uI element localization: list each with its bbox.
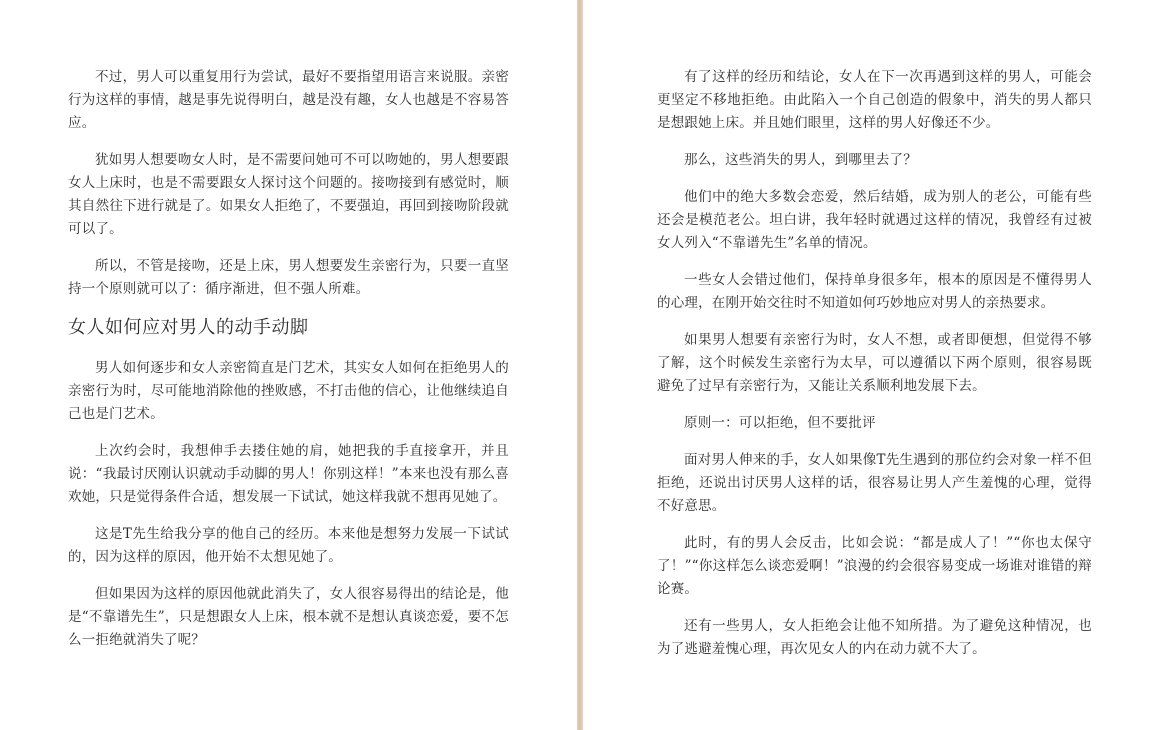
- section-heading: 女人如何应对男人的动手动脚: [68, 317, 309, 338]
- paragraph: 如果男人想要有亲密行为时，女人不想，或者即便想，但觉得不够了解，这个时候发生亲密行为太早，可以遵循以下两个原则，很容易既避免了过早有亲密行为，又能让关系顺利地发展下去。: [657, 332, 1092, 394]
- paragraph: 这是T先生给我分享的他自己的经历。本来他是想努力发展一下试试的，因为这样的原因，他开始不太想见她了。: [68, 526, 509, 565]
- paragraph: 那么，这些消失的男人，到哪里去了？: [684, 152, 917, 168]
- paragraph: 男人如何逐步和女人亲密简直是门艺术，其实女人如何在拒绝男人的亲密行为时，尽可能地消除他的挫败感，不打击他的信心，让他继续追自己也是门艺术。: [68, 360, 509, 422]
- paragraph: 不过，男人可以重复用行为尝试，最好不要指望用语言来说服。亲密行为这样的事情，越是事先说得明白，越是没有趣，女人也越是不容易答应。: [68, 69, 509, 131]
- paragraph: 所以，不管是接吻，还是上床，男人想要发生亲密行为，只要一直坚持一个原则就可以了：循序渐进，但不强人所难。: [68, 258, 509, 297]
- paragraph: 一些女人会错过他们，保持单身很多年，根本的原因是不懂得男人的心理，在刚开始交往时不知道如何巧妙地应对男人的亲热要求。: [657, 272, 1092, 311]
- paragraph: 有了这样的经历和结论，女人在下一次再遇到这样的男人，可能会更坚定不移地拒绝。由此陷入一个自己创造的假象中，消失的男人都只是想跟她上床。并且她们眼里，这样的男人好像还不少。: [657, 69, 1092, 131]
- paragraph: 还有一些男人，女人拒绝会让他不知所措。为了避免这种情况，也为了逃避羞愧心理，再次见女人的内在动力就不大了。: [657, 618, 1092, 657]
- paragraph: 他们中的绝大多数会恋爱，然后结婚，成为别人的老公，可能有些还会是模范老公。坦白讲，我年轻时就遇过这样的情况，我曾经有过被女人列入“不靠谱先生”名单的情况。: [657, 189, 1092, 251]
- principle-subheading: 原则一：可以拒绝，但不要批评: [684, 415, 876, 431]
- paragraph: 此时，有的男人会反击，比如会说：“都是成人了！”“你也太保守了！”“你这样怎么谈恋爱啊！”浪漫的约会很容易变成一场谁对谁错的辩论赛。: [657, 535, 1092, 597]
- paragraph: 犹如男人想要吻女人时，是不需要问她可不可以吻她的，男人想要跟女人上床时，也是不需要跟女人探讨这个问题的。接吻接到有感觉时，顺其自然往下进行就是了。如果女人拒绝了，不要强迫，再回到接吻阶段就可以了。: [68, 152, 509, 237]
- right-page: [583, 0, 1160, 730]
- paragraph: 上次约会时，我想伸手去搂住她的肩，她把我的手直接拿开，并且说：“我最讨厌刚认识就动手动脚的男人！你别这样！”本来也没有那么喜欢她，只是觉得条件合适，想发展一下试试，她这样我就不想再见她了。: [68, 443, 509, 505]
- paragraph: 面对男人伸来的手，女人如果像T先生遇到的那位约会对象一样不但拒绝，还说出讨厌男人这样的话，很容易让男人产生羞愧的心理，觉得不好意思。: [657, 452, 1092, 514]
- paragraph: 但如果因为这样的原因他就此消失了，女人很容易得出的结论是，他是“不靠谱先生”，只是想跟女人上床，根本就不是想认真谈恋爱，要不怎么一拒绝就消失了呢？: [68, 586, 509, 648]
- left-page: [0, 0, 577, 730]
